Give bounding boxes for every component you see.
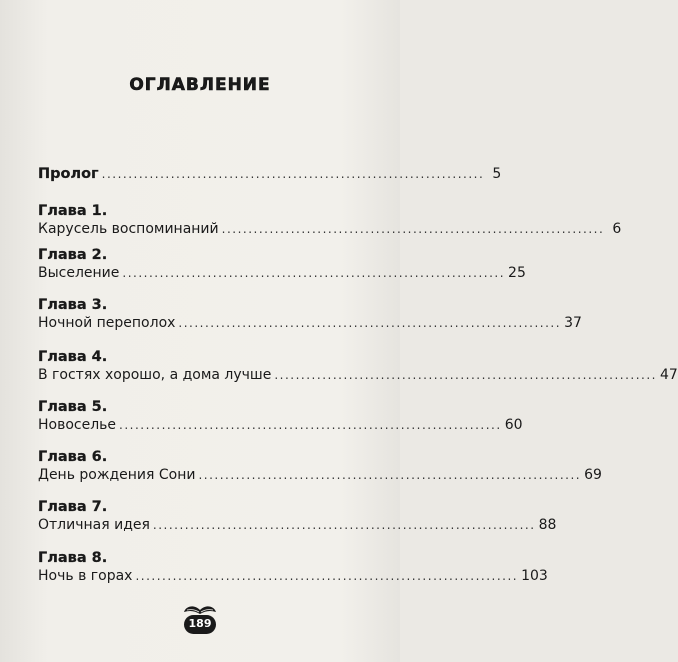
toc-entry-chapter-7 xyxy=(38,498,557,534)
toc-entry-chapter-6 xyxy=(38,448,602,484)
toc-entry-chapter-2 xyxy=(38,246,526,282)
toc-entry-page: 88 xyxy=(538,517,557,533)
page-number: 189 xyxy=(188,617,212,630)
toc-entry-page: 25 xyxy=(508,265,526,281)
toc-entry-chapter-4 xyxy=(38,348,678,384)
toc-entry-chapter-1 xyxy=(38,202,622,238)
dot-leader: ........................................................................ xyxy=(122,266,506,280)
toc-entry-chapter-3 xyxy=(38,296,582,332)
toc-entry-page: 6 xyxy=(612,221,622,237)
toc-entry-title: Выселение xyxy=(38,265,120,281)
chapter-label: Глава 6. xyxy=(38,449,108,465)
dot-leader: ........................................................................ xyxy=(178,316,562,330)
toc-entry-page: 47 xyxy=(660,367,678,383)
dot-leader: ........................................................................ xyxy=(101,167,485,181)
toc-entry-prolog xyxy=(38,165,502,183)
toc-entry-title: В гостях хорошо, а дома лучше xyxy=(38,367,272,383)
toc-entry-chapter-8 xyxy=(38,549,548,585)
chapter-label: Глава 5. xyxy=(38,399,108,415)
toc-entry-page: 103 xyxy=(521,568,548,584)
chapter-label: Глава 1. xyxy=(38,203,108,219)
toc-entry-page: 60 xyxy=(504,417,523,433)
chapter-label: Глава 2. xyxy=(38,247,108,263)
toc-entry-page: 37 xyxy=(564,315,582,331)
toc-entry-chapter-5 xyxy=(38,398,523,434)
dot-leader: ........................................................................ xyxy=(152,518,536,532)
page-title: ОГЛАВЛЕНИЕ xyxy=(129,75,271,95)
toc-entry-title: Отличная идея xyxy=(38,517,150,533)
chapter-label: Глава 7. xyxy=(38,499,108,515)
chapter-label: Глава 4. xyxy=(38,349,108,365)
toc-entry-page: 69 xyxy=(584,467,602,483)
page-number-badge xyxy=(178,604,222,640)
toc-entry-title: Ночь в горах xyxy=(38,568,133,584)
dot-leader: ........................................................................ xyxy=(135,569,519,583)
dot-leader: ........................................................................ xyxy=(119,418,502,432)
toc-entry-title: Ночной переполох xyxy=(38,315,176,331)
dot-leader: ........................................................................ xyxy=(198,468,582,482)
chapter-label: Глава 8. xyxy=(38,550,108,566)
dot-leader: ........................................................................ xyxy=(274,368,657,382)
toc-entry-title: Карусель воспоминаний xyxy=(38,221,219,237)
toc-entry-title: День рождения Сони xyxy=(38,467,196,483)
toc-entry-title: Пролог xyxy=(38,166,99,182)
chapter-label: Глава 3. xyxy=(38,297,108,313)
dot-leader: ........................................................................ xyxy=(221,222,605,236)
toc-entry-page: 5 xyxy=(492,166,502,182)
toc-entry-title: Новоселье xyxy=(38,417,117,433)
